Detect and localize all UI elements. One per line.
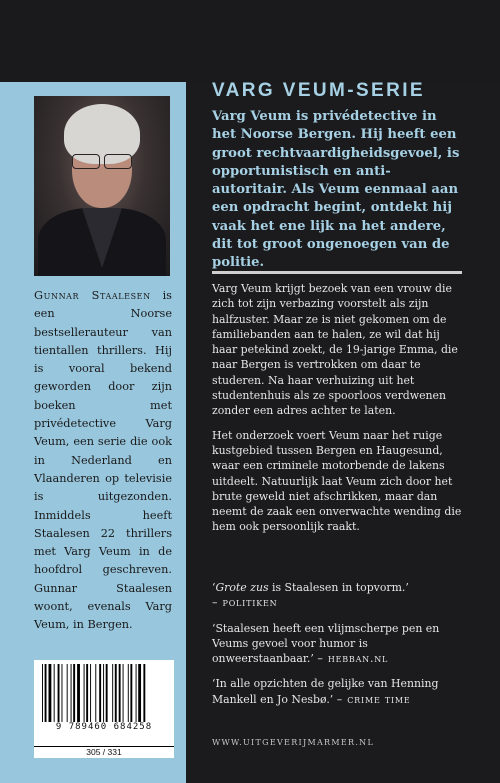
top-band <box>0 0 500 82</box>
review-quote: ‘Staalesen heeft een vlijmscherpe pen en Veums gevoel voor humor is onweerstaanbaar.’ – hebban.nl <box>212 621 440 666</box>
barcode-bar <box>99 664 101 722</box>
barcode-bar <box>42 664 43 722</box>
barcode-bar <box>71 664 72 722</box>
barcode <box>34 660 174 746</box>
barcode-bar <box>77 664 80 722</box>
quote-source: – politiken <box>212 596 278 610</box>
barcode-bar <box>90 664 91 722</box>
author-name: Gunnar Staalesen <box>34 289 151 302</box>
barcode-bars <box>40 664 168 722</box>
barcode-bar <box>123 664 124 722</box>
barcode-bar <box>58 664 60 722</box>
barcode-bar <box>49 664 52 722</box>
barcode-bar <box>54 664 55 722</box>
series-title: VARG VEUM-SERIE <box>212 80 426 101</box>
barcode-bar <box>106 664 108 722</box>
author-photo <box>34 96 170 276</box>
barcode-bar <box>45 664 47 722</box>
barcode-digits: 9 789460 684258 <box>55 722 153 732</box>
barcode-bar <box>115 664 117 722</box>
blurb-paragraph: Het onderzoek voert Veum naar het ruige kustgebied tussen Bergen en Haugesund, waar een criminele motorbende de lakens uitdeelt. Natuurlijk laat Veum zich door het brute geweld niet afschrikken, maar dan neemt de zaak een onverwachte wending die hem ook persoonlijk raakt. <box>212 428 462 534</box>
author-bio <box>34 287 172 635</box>
series-intro: Varg Veum is privédetective in het Noorse Bergen. Hij heeft een groot rechtvaardigheidsgevoel, is opportunistisch en anti-autoritair. Als Veum eenmaal aan een opdracht begint, ontdekt hij vaak het ene lijk na het andere, dit tot groot ongenoegen van de politie. <box>212 109 460 271</box>
price-code: 305 / 331 <box>34 746 174 758</box>
barcode-bar <box>67 664 68 722</box>
barcode-bar <box>95 664 96 722</box>
quote-source: – hebban.nl <box>317 652 389 666</box>
review-quote: ‘In alle opzichten de gelijke van Henning Mankell en Jo Nesbø.’ – crime time <box>212 677 439 706</box>
barcode-bar <box>119 664 121 722</box>
barcode-bar <box>128 664 129 722</box>
review-quotes <box>212 580 468 717</box>
barcode-bar <box>136 664 137 722</box>
divider <box>212 271 462 274</box>
quote-title: Grote zus <box>215 581 269 594</box>
barcode-bar <box>112 664 113 722</box>
barcode-bar <box>84 664 85 722</box>
barcode-bar <box>143 664 145 722</box>
review-quote: ‘Grote zus is Staalesen in topvorm.’ – politiken <box>212 581 409 610</box>
publisher-website: WWW.UITGEVERIJMARMER.NL <box>212 738 375 747</box>
quote-source: – crime time <box>336 692 411 706</box>
barcode-bar <box>138 664 141 722</box>
barcode-bar <box>62 664 63 722</box>
author-bio-text: is een Noorse bestsellerauteur van tientallen thrillers. Hij is vooral bekend geworden door zijn boeken met privédetective Varg Veum, een serie die ook in Nederland en Vlaanderen op televisie is uitgezonden. Inmiddels heeft Staalesen 22 thrillers met Varg Veum in de hoofdrol geschreven. Gunnar Staalesen woont, evenals Varg Veum, in Bergen. <box>34 289 172 632</box>
blurb-paragraph: Varg Veum krijgt bezoek van een vrouw die zich tot zijn verbazing voorstelt als zijn halfzuster. Maar ze is niet gekomen om de familiebanden aan te halen, ze wil dat hij haar petekind zoekt, de 19-jarige Emma, die naar Bergen is vertrokken om daar te studeren. Na haar verhuizing uit het studentenhuis als ze spoorloos verdwenen zonder een adres achter te laten. <box>212 282 458 418</box>
barcode-bar <box>86 664 88 722</box>
blurb <box>212 281 468 544</box>
barcode-bar <box>130 664 132 722</box>
barcode-bar <box>73 664 75 722</box>
barcode-bar <box>103 664 104 722</box>
